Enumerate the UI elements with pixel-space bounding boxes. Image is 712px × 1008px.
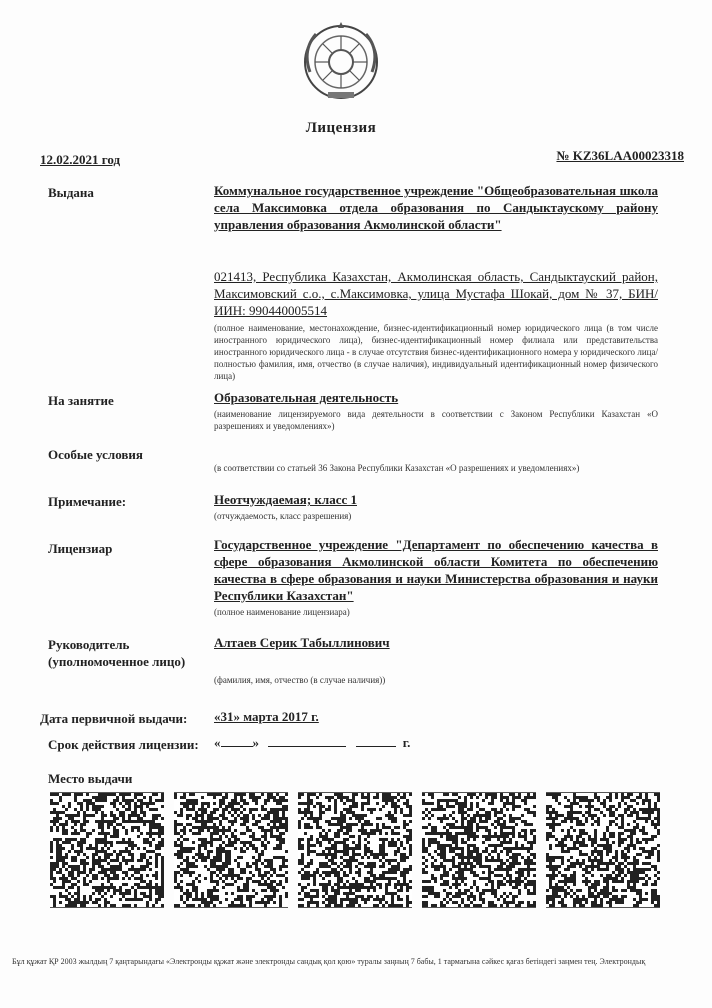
license-number: № KZ36LAA00023318 bbox=[556, 148, 684, 163]
issue-date: 12.02.2021 год bbox=[40, 152, 121, 167]
activity-note: (наименование лицензируемого вида деятельности в соответствии с Законом Республики Казахстан «О разрешениях и уведомлениях») bbox=[214, 409, 658, 431]
document-title: Лицензия bbox=[305, 120, 377, 136]
activity-label: На занятие bbox=[48, 393, 114, 408]
validity-open-quote: « bbox=[214, 735, 221, 750]
qr-code-2 bbox=[174, 792, 288, 908]
conditions-note: (в соответствии со статьей 36 Закона Республики Казахстан «О разрешениях и уведомлениях») bbox=[214, 463, 580, 473]
remark-value: Неотчуждаемая; класс 1 bbox=[214, 492, 357, 507]
validity-year-blank bbox=[356, 734, 396, 747]
validity-year-suffix: г. bbox=[402, 735, 411, 750]
validity-month-blank bbox=[268, 734, 346, 747]
qr-code-5 bbox=[546, 792, 660, 908]
qr-code-1 bbox=[50, 792, 164, 908]
first-issue-value: «31» марта 2017 г. bbox=[214, 709, 319, 724]
head-value: Алтаев Серик Табыллинович bbox=[214, 635, 390, 650]
head-label-line2: (уполномоченное лицо) bbox=[48, 654, 186, 669]
state-emblem bbox=[302, 20, 380, 102]
qr-code-row bbox=[50, 792, 662, 916]
validity-close-quote: » bbox=[252, 735, 259, 750]
head-note: (фамилия, имя, отчество (в случае наличия)) bbox=[214, 675, 386, 685]
validity-label: Срок действия лицензии: bbox=[48, 737, 199, 752]
issued-value: Коммунальное государственное учреждение "Общеобразовательная школа села Максимовка отдела образования по Сандыктаускому району управления образования Акмолинской области" bbox=[214, 183, 658, 232]
head-label-line1: Руководитель bbox=[48, 637, 130, 652]
licensor-value: Государственное учреждение "Департамент по обеспечению качества в сфере образования Акмолинской области Комитета по обеспечению качества в сфере образования и науки Министерства образования и науки Республики Казахстан" bbox=[214, 537, 658, 603]
remark-note: (отчуждаемость, класс разрешения) bbox=[214, 511, 352, 521]
validity-blank bbox=[214, 734, 410, 751]
qr-code-3 bbox=[298, 792, 412, 908]
issued-label: Выдана bbox=[48, 185, 94, 200]
conditions-label: Особые условия bbox=[48, 447, 143, 462]
issued-address: 021413, Республика Казахстан, Акмолинская область, Сандыктауский район, Максимовский с.о., с.Максимовка, улица Мустафа Шокай, дом № 37, БИН/ИИН: 990440005514 bbox=[214, 269, 658, 318]
licensor-note: (полное наименование лицензиара) bbox=[214, 607, 350, 617]
licensor-label: Лицензиар bbox=[48, 541, 113, 556]
place-label: Место выдачи bbox=[48, 771, 133, 786]
remark-label: Примечание: bbox=[48, 494, 127, 509]
issued-note: (полное наименование, местонахождение, бизнес-идентификационный номер юридического лица (в том числе иностранного юридического лица), бизнес-идентификационный номер филиала или представительства иностранного юридического лица - в случае отсутствия бизнес-идентификационного номера у юридического лица/полностью фамилия, имя, отчество (в случае наличия), индивидуальный идентификационный номер физического лица) bbox=[214, 323, 658, 381]
activity-value: Образовательная деятельность bbox=[214, 390, 399, 405]
validity-day-blank bbox=[221, 734, 253, 747]
head-label bbox=[48, 636, 185, 670]
first-issue-label: Дата первичной выдачи: bbox=[40, 711, 188, 726]
qr-code-4 bbox=[422, 792, 536, 908]
footer-text: Бұл құжат ҚР 2003 жылдың 7 қаңтарындағы «Электронды құжат және электронды сандық қол қою» туралы заңның 7 бабы, 1 тармағына сәйкес қағаз бетіндегі заңмен тең. Электрондық bbox=[12, 957, 646, 966]
